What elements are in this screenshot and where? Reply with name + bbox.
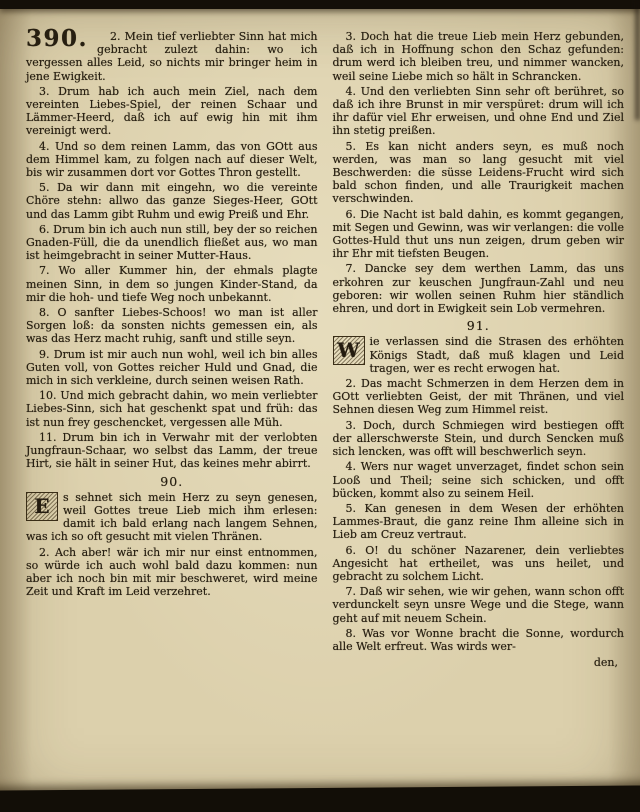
verse: 4. Und den verliebten Sinn sehr oft berühret, so daß ich ihre Brunst in mir verspüret: drum will ich ihr dafür viel Ehr erweisen, und ohne End und Ziel ihn stetig preißen.	[332, 84, 624, 138]
right-column	[333, 30, 625, 778]
verse-number: 4.	[345, 460, 361, 474]
verse: 6. O! du schöner Nazarener, dein verliebtes Angesicht hat ertheilet, was uns heilet, und gebracht zu solchem Licht.	[332, 543, 624, 583]
verse-number: 6.	[39, 222, 54, 236]
verse: 5. Da wir dann mit eingehn, wo die vereinte Chöre stehn: allwo das ganze Sieges-Heer, GOtt und das Lamm gibt Ruhm und ewig Preiß und Ehr.	[26, 181, 318, 221]
verse: 4. Wers nur waget unverzaget, findet schon sein Looß und Theil; seine sich schicken, und offt bücken, kommt also zu seinem Heil.	[332, 460, 624, 500]
verse: 9. Drum ist mir auch nun wohl, weil ich bin alles Guten voll, von Gottes reicher Huld und Gnad, die mich in sich verkleine, durch seinen weisen Rath.	[26, 347, 318, 388]
text-columns	[26, 25, 625, 778]
verse-number: 4.	[345, 84, 361, 98]
verse: 3. Doch hat die treue Lieb mein Herz gebunden, daß ich in Hoffnung schon den Schaz gefunden: drum werd ich bleiben treu, und nimmer wancken, weil seine Liebe mich so hält in Schrancken.	[332, 30, 625, 83]
verse-number: 5.	[39, 181, 58, 195]
verse-number: 8.	[345, 626, 363, 640]
verse: 2. Ach aber! wär ich mir nur einst entnommen, so würde ich auch wohl bald dazu kommen: nun aber ich noch bin mit mir beschweret, wird meine Zeit und Kraft im Leid verzehret.	[26, 545, 318, 599]
verse: 10. Und mich gebracht dahin, wo mein verliebter Liebes-Sinn, sich hat geschenkt spat und früh: das ist nun frey geschencket, vergessen alle Müh.	[26, 389, 318, 429]
verse: 3. Drum hab ich auch mein Ziel, nach dem vereinten Liebes-Spiel, der reinen Schaar und Lämmer-Heerd, daß ich auf ewig hin mit ihm vereinigt werd.	[26, 84, 318, 138]
verse: 6. Die Nacht ist bald dahin, es kommt gegangen, mit Segen und Gewinn, was wir verlangen: die volle Gottes-Huld thut uns nun zeigen, drum geben wir ihr Ehr mit tiefsten Beugen.	[332, 207, 624, 261]
verse-number: 4.	[39, 139, 55, 153]
verse-number: 3.	[345, 418, 364, 432]
verse-number: 2.	[110, 30, 125, 43]
verse: 3. Doch, durch Schmiegen wird bestiegen offt der allerschwerste Stein, und durch Sencken muß sich lencken, was offt will beschwerlich seyn.	[332, 418, 624, 459]
page-number: 390.	[26, 25, 89, 52]
verse-number: 10.	[39, 389, 61, 403]
verse-number: 2.	[345, 377, 361, 391]
verse: 5. Kan genesen in dem Wesen der erhöhten Lammes-Braut, die ganz reine Ihm alleine sich in Lieb am Creuz vertraut.	[332, 501, 624, 542]
scan-edge-bottom	[0, 785, 640, 812]
decorated-initial: W	[333, 336, 365, 365]
book-page	[26, 25, 625, 778]
verse: 2. Das macht Schmerzen in dem Herzen dem in GOtt verliebten Geist, der mit Thränen, und viel Sehnen diesen Weg zum Himmel reist.	[332, 377, 624, 417]
verse: 8. Was vor Wonne bracht die Sonne, wordurch alle Welt erfreut. Was wirds wer-	[332, 626, 624, 653]
hymn-number: 90.	[160, 473, 184, 489]
verse-number: 6.	[345, 207, 361, 221]
verse: 7. Daß wir sehen, wie wir gehen, wann schon offt verdunckelt seyn unsre Wege und die Stege, wann geht auf mit neuem Schein.	[332, 585, 624, 625]
verse-number: 3.	[39, 84, 59, 98]
verse-number: 6.	[345, 543, 366, 557]
verse-number: 3.	[345, 30, 361, 43]
verse-number: 2.	[39, 545, 55, 559]
verse: 2. Mein tief verliebter Sinn hat mich gebracht zulezt dahin: wo ich vergessen alles Leid, so nichts mir bringer heim in jene Ewigkeit.	[26, 30, 318, 83]
verse: 4. Und so dem reinen Lamm, das von GOtt aus dem Himmel kam, zu folgen nach auf dieser Welt, bis wir zusammen dort vor Gottes Thron gestellt.	[26, 139, 318, 180]
verse-number: 9.	[39, 347, 54, 361]
verse: 7. Wo aller Kummer hin, der ehmals plagte meinen Sinn, in dem so jungen Kinder-Stand, da mir die hoh- und tiefe Weg noch unbekannt.	[26, 264, 318, 304]
verse: 5. Es kan nicht anders seyn, es muß noch werden, was man so lang gesucht mit viel Beschwerden: die süsse Leidens-Frucht wird sich bald schon finden, und alle Traurigkeit machen verschwinden.	[332, 139, 624, 206]
scan-edge-right	[635, 0, 640, 120]
hymn-number: 91.	[466, 318, 490, 334]
verse-number: 7.	[345, 585, 360, 599]
verse: E s sehnet sich mein Herz zu seyn genesen, weil Gottes treue Lieb mich ihm erlesen: damit ich bald erlang nach langem Sehnen, was ich so oft gesucht mit vielen Thränen.	[26, 490, 318, 544]
catchword: den,	[593, 656, 618, 670]
verse-number: 11.	[39, 430, 63, 444]
verse: 8. O sanfter Liebes-Schoos! wo man ist aller Sorgen loß: da sonsten nichts gemessen ein, als was das Herz macht ruhig, sanft und stille seyn.	[26, 306, 318, 346]
verse-number: 5.	[345, 501, 365, 515]
decorated-initial: E	[26, 492, 58, 521]
verse-number: 7.	[39, 264, 59, 278]
verse: 7. Dancke sey dem werthen Lamm, das uns erkohren zur keuschen Jungfraun-Zahl und neu geboren: wir wollen seinen Ruhm hier ständlich ehren, und dort in Ewigkeit sein Lob vermehren.	[332, 262, 624, 316]
verse-number: 7.	[345, 262, 365, 276]
left-column	[26, 25, 318, 778]
scan-edge-top	[0, 0, 640, 9]
verse-number: 8.	[39, 306, 58, 320]
verse: W ie verlassen sind die Strasen des erhöhten Königs Stadt, daß muß klagen und Leid tragen, wer es recht erwogen hat.	[333, 335, 625, 375]
verse-number: 5.	[345, 139, 366, 153]
verse: 6. Drum bin ich auch nun still, bey der so reichen Gnaden-Füll, die da unendlich fließet aus, wo man ist heimgebracht in seiner Mutter-Haus.	[26, 222, 318, 263]
verse: 11. Drum bin ich in Verwahr mit der verlobten Jungfraun-Schaar, wo selbst das Lamm, der treue Hirt, sie hält in seiner Hut, das keines mehr abirrt.	[26, 430, 318, 471]
